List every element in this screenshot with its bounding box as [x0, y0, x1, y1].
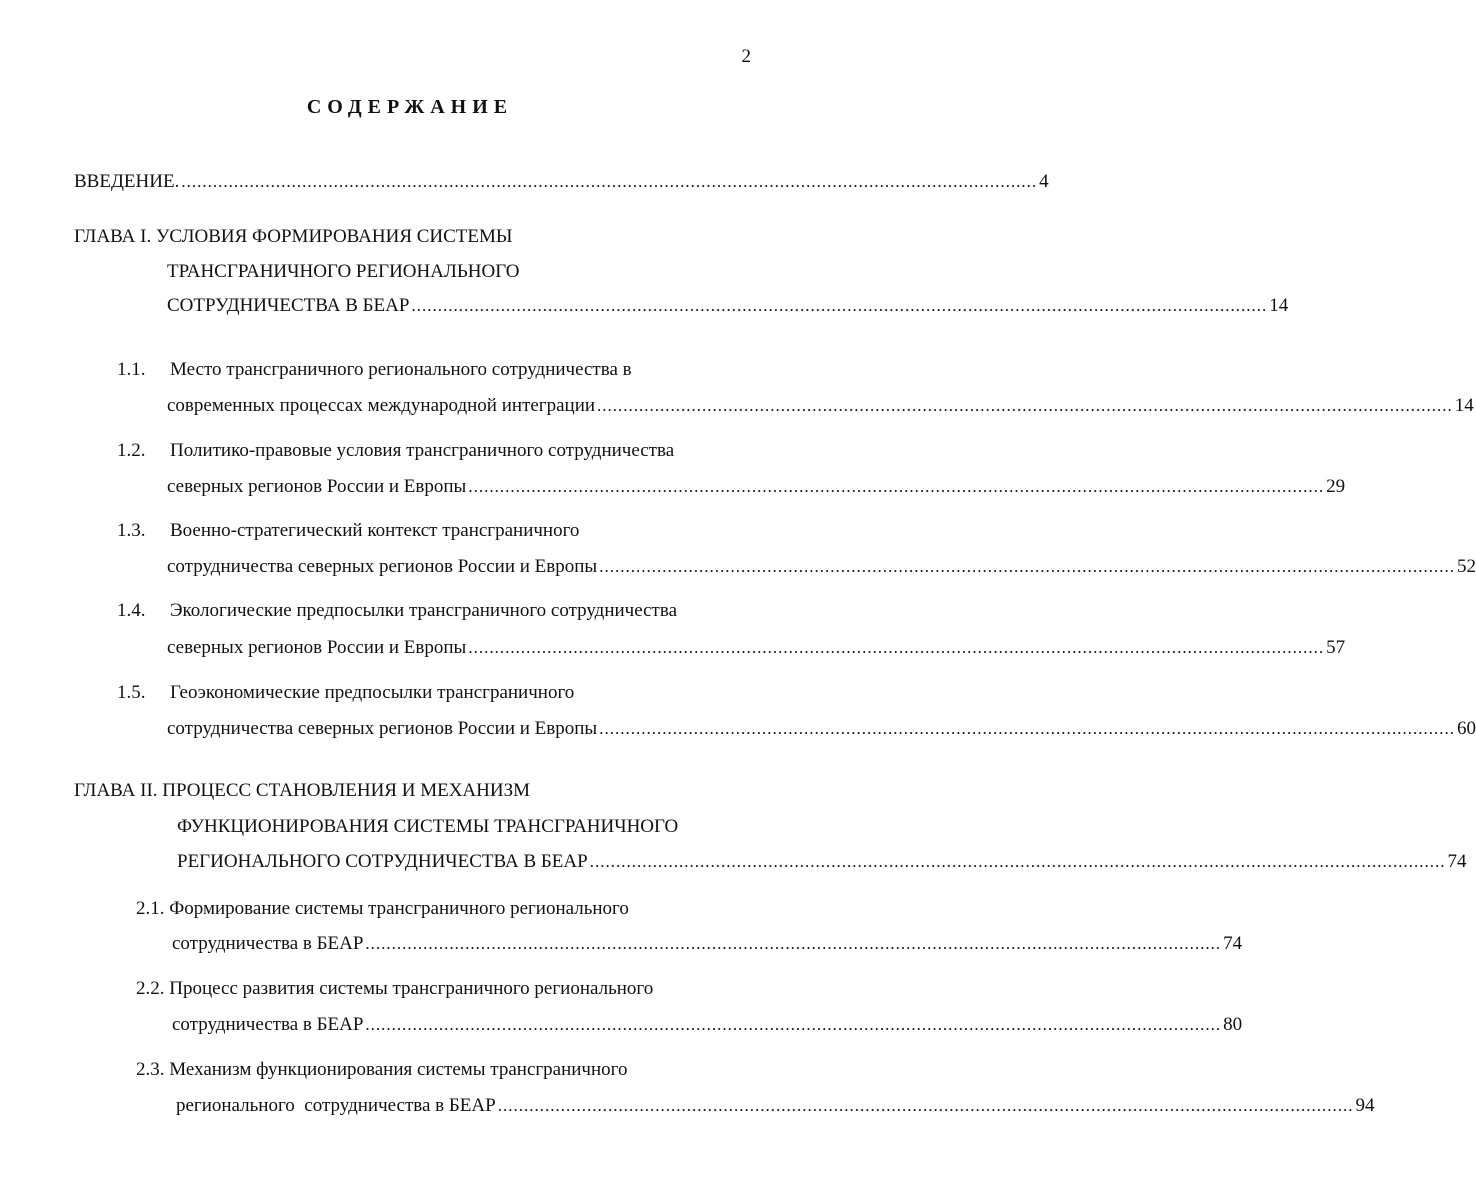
chapter1-page: 14 — [1269, 295, 1289, 316]
toc-intro-page: 4 — [1039, 171, 1049, 192]
section-1-3-line1[interactable]: Военно-стратегический контекст трансграничного — [170, 520, 580, 541]
dot-leader: ................................................................................................................................................................... — [597, 396, 1453, 415]
section-1-4-number: 1.4. — [117, 600, 146, 621]
toc-section-1-4[interactable] — [167, 634, 1346, 662]
toc-chapter2[interactable] — [177, 848, 1467, 876]
chapter2-title-line2[interactable]: ФУНКЦИОНИРОВАНИЯ СИСТЕМЫ ТРАНСГРАНИЧНОГО — [177, 816, 679, 837]
section-1-2-line1[interactable]: Политико-правовые условия трансграничного сотрудничества — [170, 440, 675, 461]
page-number: 2 — [741, 46, 751, 67]
section-2-3-line2: регионального сотрудничества в БЕАР — [176, 1095, 496, 1116]
toc-section-2-3[interactable] — [176, 1092, 1375, 1120]
chapter2-title-line1[interactable]: ГЛАВА II. ПРОЦЕСС СТАНОВЛЕНИЯ И МЕХАНИЗМ — [74, 780, 530, 801]
section-1-2-number: 1.2. — [117, 440, 146, 461]
section-2-1-line2: сотрудничества в БЕАР — [172, 933, 364, 954]
toc-section-1-1[interactable] — [167, 392, 1474, 420]
chapter1-title-line3: СОТРУДНИЧЕСТВА В БЕАР — [167, 295, 410, 316]
section-2-1-page: 74 — [1223, 933, 1243, 954]
dot-leader: ................................................................................................................................................................... — [181, 172, 1038, 191]
section-1-1-line2: современных процессах международной интеграции — [167, 395, 596, 416]
dot-leader: ................................................................................................................................................................... — [497, 1096, 1354, 1115]
section-1-3-number: 1.3. — [117, 520, 146, 541]
section-1-5-line1[interactable]: Геоэкономические предпосылки трансграничного — [170, 682, 575, 703]
section-2-3-line1[interactable]: 2.3. Механизм функционирования системы трансграничного — [136, 1059, 628, 1080]
section-2-2-line2: сотрудничества в БЕАР — [172, 1014, 364, 1035]
section-1-5-page: 60 — [1456, 718, 1476, 739]
dot-leader: ................................................................................................................................................................... — [589, 852, 1446, 871]
section-1-3-page: 52 — [1456, 556, 1476, 577]
dot-leader: ................................................................................................................................................................... — [599, 557, 1455, 576]
section-1-2-page: 29 — [1326, 476, 1346, 497]
section-1-4-line2: северных регионов России и Европы — [167, 637, 467, 658]
toc-chapter1[interactable] — [167, 292, 1289, 320]
section-1-4-page: 57 — [1326, 637, 1346, 658]
section-2-1-line1[interactable]: 2.1. Формирование системы трансграничного регионального — [136, 898, 629, 919]
dot-leader: ................................................................................................................................................................... — [468, 477, 1325, 496]
toc-section-1-3[interactable] — [167, 553, 1476, 581]
section-1-3-line2: сотрудничества северных регионов России и Европы — [167, 556, 598, 577]
section-1-2-line2: северных регионов России и Европы — [167, 476, 467, 497]
dot-leader: ................................................................................................................................................................... — [468, 638, 1325, 657]
toc-section-2-2[interactable] — [172, 1011, 1243, 1039]
chapter1-title-line1[interactable]: ГЛАВА I. УСЛОВИЯ ФОРМИРОВАНИЯ СИСТЕМЫ — [74, 226, 513, 247]
toc-intro[interactable] — [74, 168, 1049, 196]
chapter1-title-line2[interactable]: ТРАНСГРАНИЧНОГО РЕГИОНАЛЬНОГО — [167, 261, 520, 282]
section-1-1-page: 14 — [1454, 395, 1474, 416]
dot-leader: ................................................................................................................................................................... — [411, 296, 1268, 315]
dot-leader: ................................................................................................................................................................... — [599, 719, 1455, 738]
toc-section-1-2[interactable] — [167, 473, 1346, 501]
chapter2-title-line3: РЕГИОНАЛЬНОГО СОТРУДНИЧЕСТВА В БЕАР — [177, 851, 588, 872]
section-1-5-line2: сотрудничества северных регионов России и Европы — [167, 718, 598, 739]
section-1-5-number: 1.5. — [117, 682, 146, 703]
chapter2-page: 74 — [1447, 851, 1467, 872]
toc-section-2-1[interactable] — [172, 930, 1243, 958]
dot-leader: ................................................................................................................................................................... — [365, 934, 1222, 953]
dot-leader: ................................................................................................................................................................... — [365, 1015, 1222, 1034]
toc-intro-text: ВВЕДЕНИЕ. — [74, 171, 180, 192]
section-2-2-page: 80 — [1223, 1014, 1243, 1035]
toc-section-1-5[interactable] — [167, 715, 1476, 743]
section-2-2-line1[interactable]: 2.2. Процесс развития системы трансграничного регионального — [136, 978, 654, 999]
section-1-1-line1[interactable]: Место трансграничного регионального сотрудничества в — [170, 359, 632, 380]
section-1-1-number: 1.1. — [117, 359, 146, 380]
section-2-3-page: 94 — [1355, 1095, 1375, 1116]
page-title: СОДЕРЖАНИЕ — [306, 96, 514, 118]
section-1-4-line1[interactable]: Экологические предпосылки трансграничного сотрудничества — [170, 600, 678, 621]
